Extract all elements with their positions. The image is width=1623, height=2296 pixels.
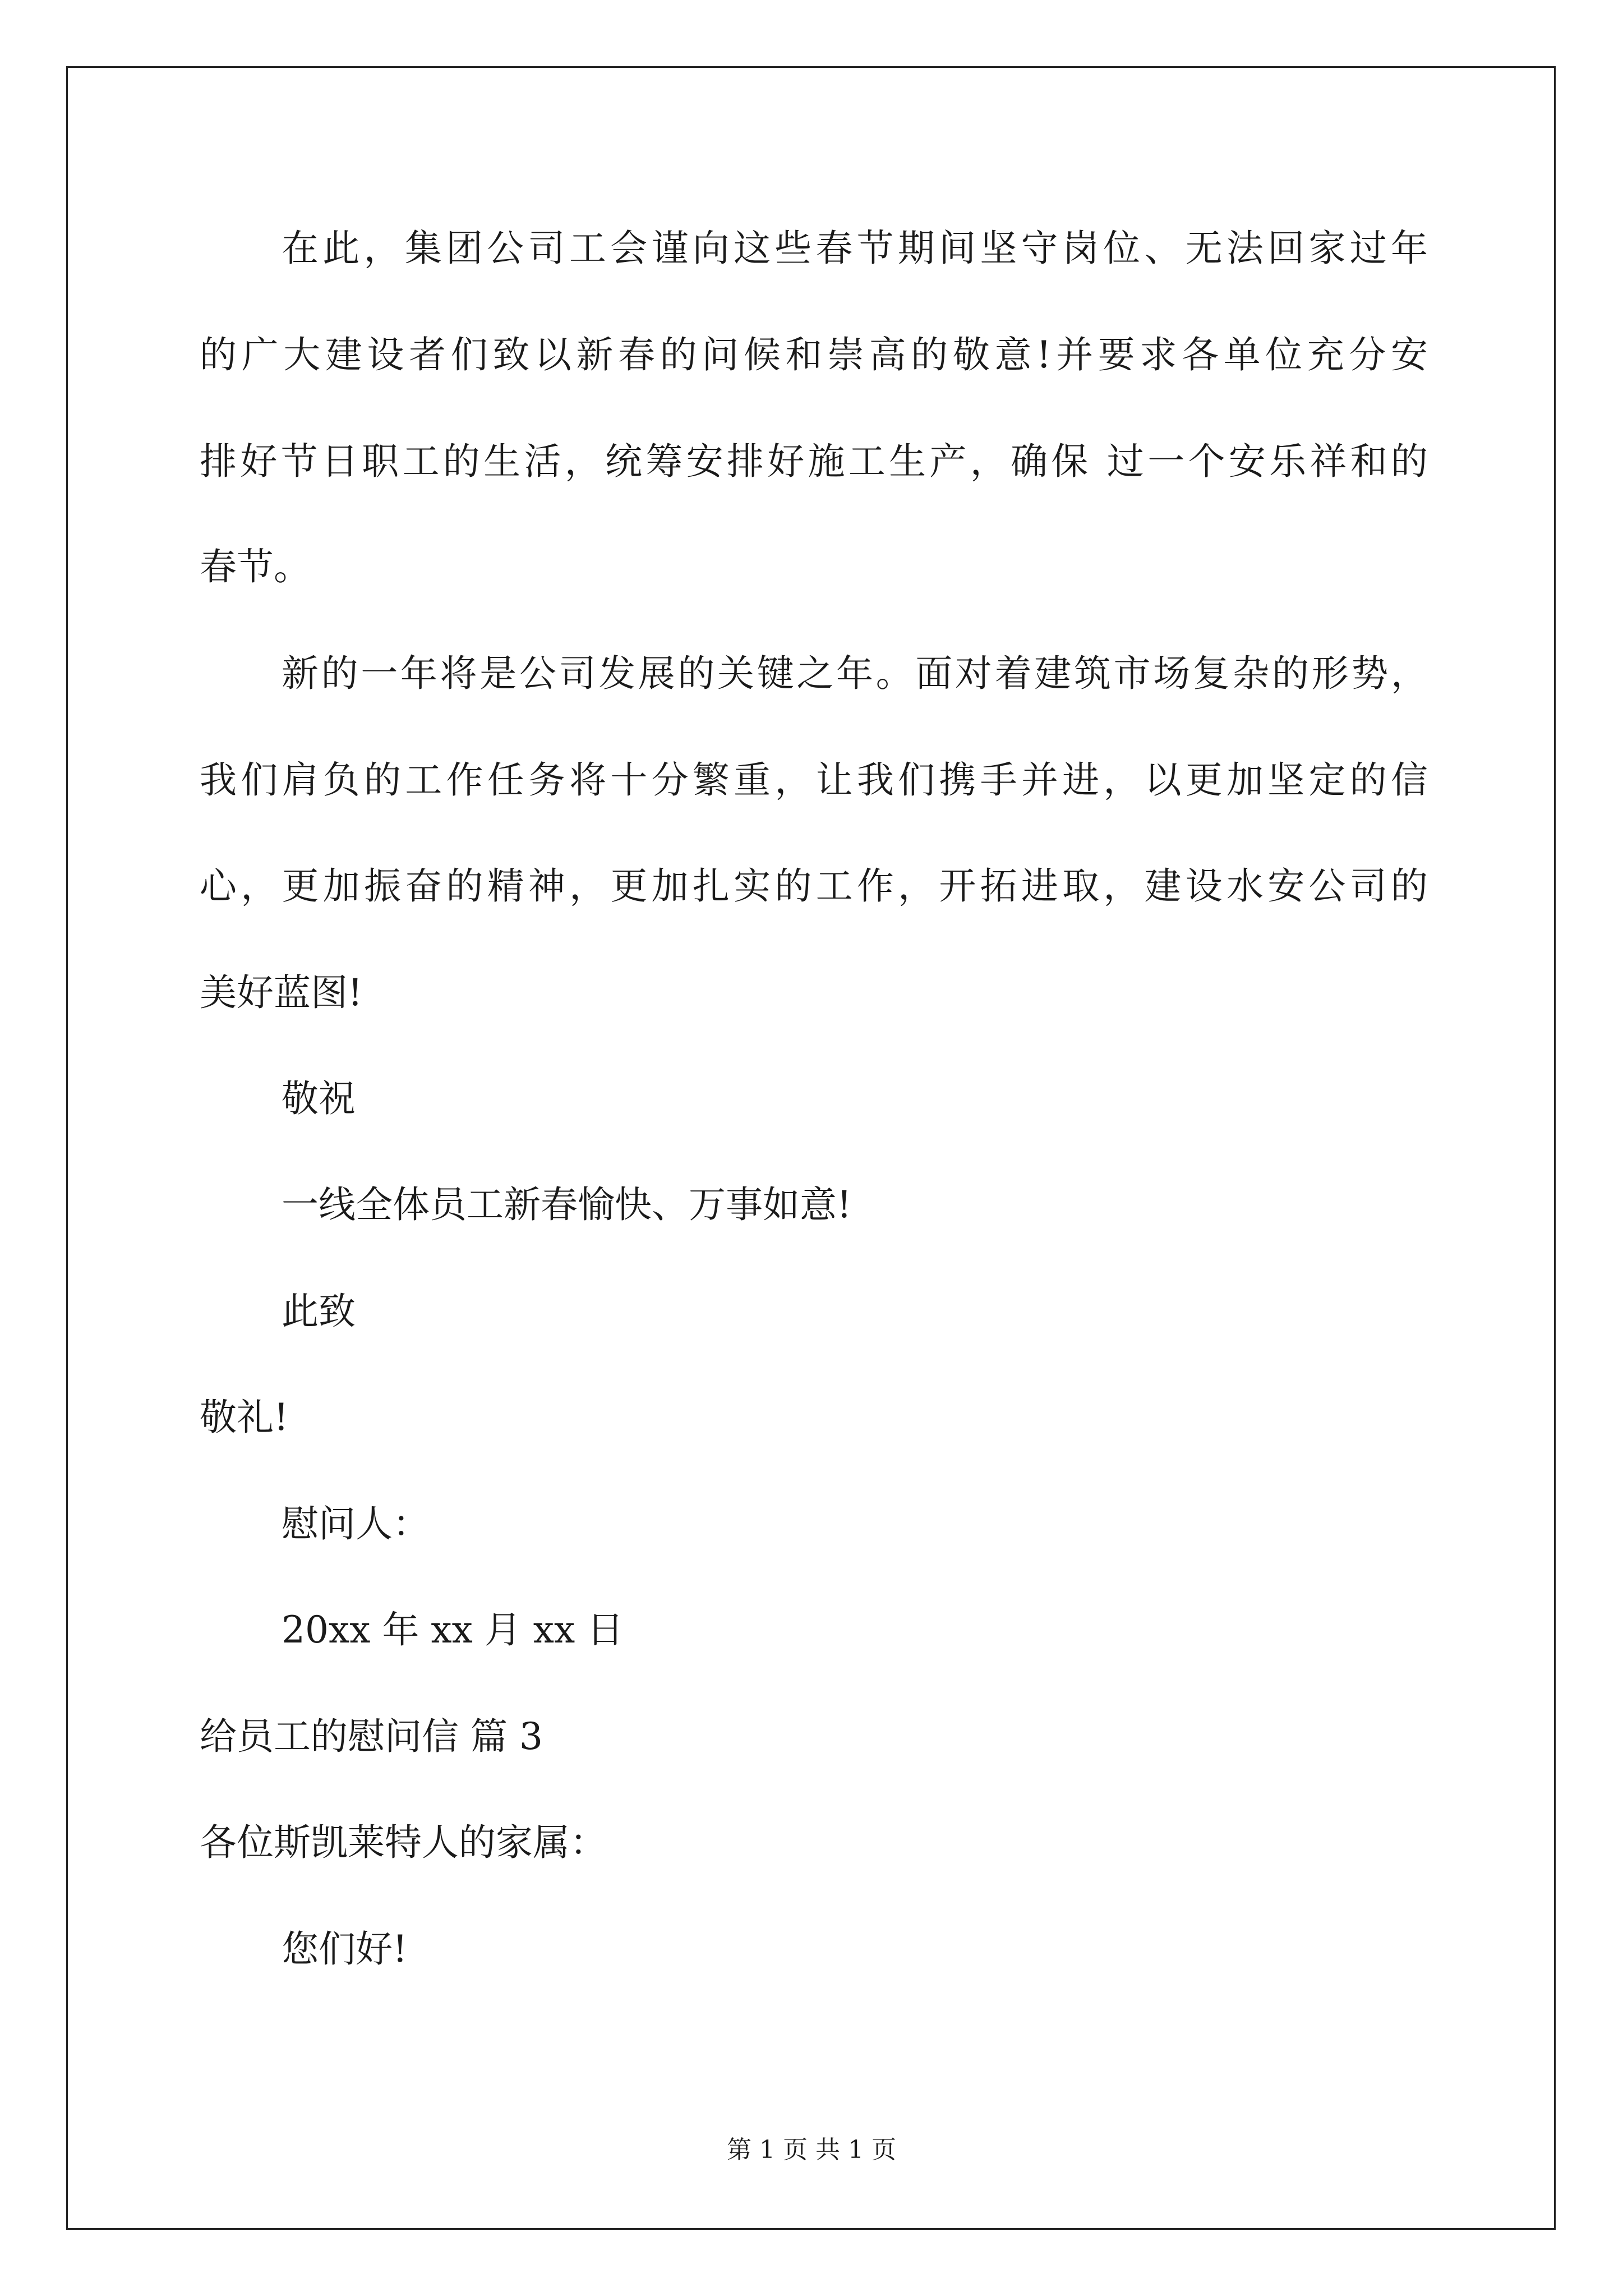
letter-greeting: 您们好! bbox=[282, 1927, 408, 1971]
closing-salutation: 此致 bbox=[282, 1290, 356, 1333]
paragraph-1-line-1: 在此，集团公司工会谨向这些春节期间坚守岗位、无法回家过年 bbox=[282, 227, 1428, 270]
paragraph-1-line-4: 春节。 bbox=[200, 545, 311, 588]
greeting-wish-heading: 敬祝 bbox=[282, 1077, 356, 1120]
paragraph-1-line-2: 的广大建设者们致以新春的问候和崇高的敬意!并要求各单位充分安 bbox=[200, 333, 1428, 376]
page-number: 第 1 页 共 1 页 bbox=[727, 2136, 896, 2164]
page-border bbox=[66, 66, 1556, 2230]
paragraph-2-line-4: 美好蓝图! bbox=[200, 971, 363, 1014]
paragraph-2-line-2: 我们肩负的工作任务将十分繁重，让我们携手并进，以更加坚定的信 bbox=[200, 758, 1428, 802]
paragraph-2-line-1: 新的一年将是公司发展的关键之年。面对着建筑市场复杂的形势， bbox=[282, 652, 1428, 695]
section-title: 给员工的慰问信 篇 3 bbox=[200, 1715, 543, 1758]
letter-recipient: 各位斯凯莱特人的家属： bbox=[200, 1821, 607, 1864]
letter-date: 20xx 年 xx 月 xx 日 bbox=[282, 1608, 624, 1651]
paragraph-2-line-3: 心，更加振奋的精神，更加扎实的工作，开拓进取，建设水安公司的 bbox=[200, 864, 1428, 908]
paragraph-1-line-3: 排好节日职工的生活，统筹安排好施工生产，确保 过一个安乐祥和的 bbox=[200, 440, 1428, 483]
signature-label: 慰问人： bbox=[282, 1502, 430, 1545]
closing-respect: 敬礼! bbox=[200, 1396, 289, 1439]
greeting-wish-text: 一线全体员工新春愉快、万事如意! bbox=[282, 1183, 852, 1226]
